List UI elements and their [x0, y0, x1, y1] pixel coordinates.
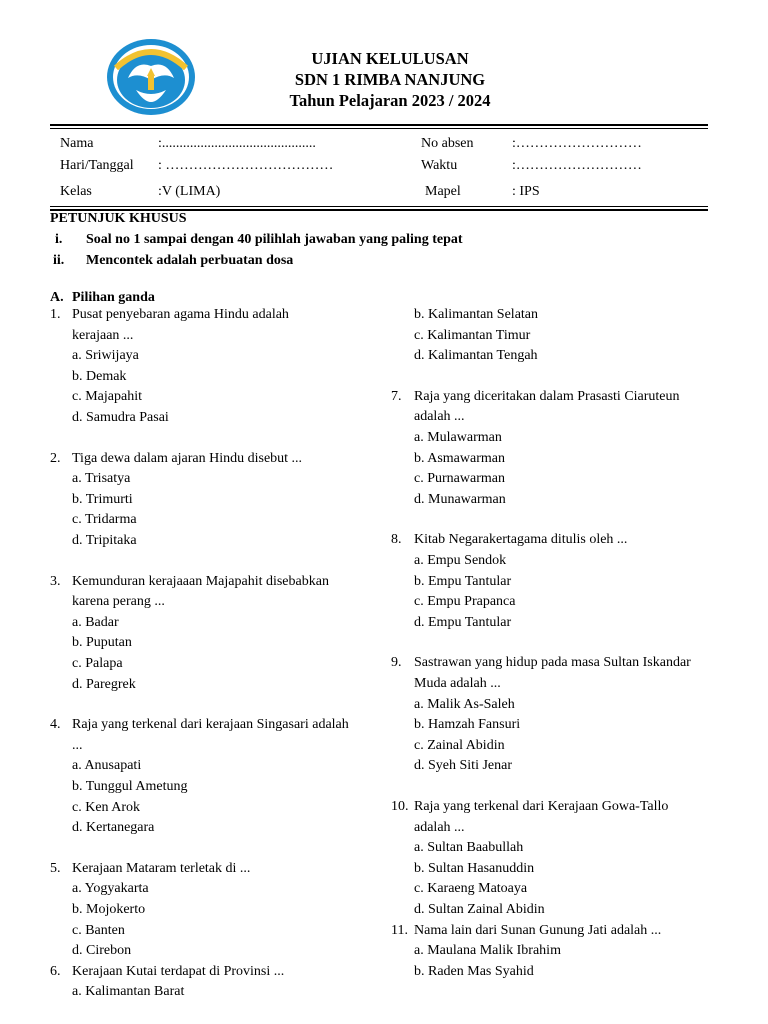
answer-option[interactable]: a. Yogyakarta	[72, 881, 149, 897]
header-rule-top	[50, 124, 708, 126]
nama-label: Nama	[60, 136, 94, 151]
answer-option[interactable]: d. Tripitaka	[72, 533, 137, 548]
answer-option[interactable]: b. Sultan Hasanuddin	[414, 860, 535, 876]
answer-option[interactable]: a. Sultan Baabullah	[414, 840, 524, 856]
question-text: Muda adalah ...	[414, 676, 501, 691]
question-text: Kemunduran kerajaaan Majapahit disebabkan	[72, 573, 329, 589]
answer-option[interactable]: b. Puputan	[72, 635, 132, 651]
exam-title: UJIAN KELULUSAN	[311, 49, 469, 68]
question-number: 11.	[391, 922, 408, 938]
question-text: Kerajaan Mataram terletak di ...	[72, 860, 251, 876]
question-text: Sastrawan yang hidup pada masa Sultan Iskandar	[414, 655, 691, 671]
answer-option[interactable]: d. Sultan Zainal Abidin	[414, 902, 545, 917]
question-number: 6.	[50, 963, 61, 979]
answer-option[interactable]: a. Trisatya	[72, 471, 131, 487]
answer-option[interactable]: d. Cirebon	[72, 943, 132, 959]
no-absen-label: No absen	[421, 136, 474, 151]
question-number: 9.	[391, 655, 402, 671]
answer-option[interactable]: d. Syeh Siti Jenar	[414, 758, 512, 774]
answer-option[interactable]: a. Empu Sendok	[414, 553, 507, 568]
question-text: Nama lain dari Sunan Gunung Jati adalah ...	[414, 922, 662, 938]
answer-option[interactable]: b. Trimurti	[72, 491, 133, 507]
answer-option[interactable]: a. Kalimantan Barat	[72, 984, 185, 1000]
nama-field[interactable]: :............................................	[158, 136, 316, 151]
question-number: 4.	[50, 717, 61, 733]
question-number: 3.	[50, 573, 61, 589]
answer-option[interactable]: a. Anusapati	[72, 758, 142, 774]
instruction-2-text: Mencontek adalah perbuatan dosa	[86, 253, 294, 268]
kelas-label: Kelas	[60, 184, 92, 199]
question-number: 8.	[391, 532, 402, 548]
question-number: 2.	[50, 450, 61, 466]
section-title: Pilihan ganda	[72, 290, 155, 305]
question-text: adalah ...	[414, 409, 465, 425]
question-text: Raja yang terkenal dari Kerajaan Gowa-Tallo	[414, 799, 669, 814]
answer-option[interactable]: c. Ken Arok	[72, 799, 141, 815]
section-letter: A.	[50, 290, 64, 305]
answer-option[interactable]: b. Tunggul Ametung	[72, 779, 188, 794]
answer-option[interactable]: c. Majapahit	[72, 389, 142, 405]
question-text: Tiga dewa dalam ajaran Hindu disebut ...	[72, 450, 303, 466]
answer-option[interactable]: c. Banten	[72, 922, 125, 938]
answer-option[interactable]: b. Asmawarman	[414, 450, 505, 466]
answer-option[interactable]: d. Munawarman	[414, 491, 506, 507]
answer-option[interactable]: b. Hamzah Fansuri	[414, 717, 521, 733]
waktu-label: Waktu	[421, 158, 458, 173]
answer-option[interactable]: b. Mojokerto	[72, 902, 146, 917]
question-number: 10.	[391, 799, 409, 814]
answer-option[interactable]: a. Maulana Malik Ibrahim	[414, 943, 561, 959]
answer-option[interactable]: b. Demak	[72, 368, 127, 384]
answer-option[interactable]: a. Badar	[72, 614, 119, 630]
question-text: Kerajaan Kutai terdapat di Provinsi ...	[72, 963, 285, 979]
answer-option[interactable]: c. Purnawarman	[414, 471, 505, 487]
question-text: ...	[72, 737, 83, 753]
school-name: SDN 1 RIMBA NANJUNG	[294, 70, 486, 89]
question-text: Pusat penyebaran agama Hindu adalah	[72, 307, 289, 322]
answer-option[interactable]: c. Zainal Abidin	[414, 737, 505, 753]
answer-option[interactable]: b. Empu Tantular	[414, 573, 512, 589]
instruction-1-num: i.	[55, 232, 63, 247]
instructions-heading: PETUNJUK KHUSUS	[50, 211, 187, 226]
question-text: Raja yang diceritakan dalam Prasasti Ciaruteun	[414, 388, 680, 404]
answer-option[interactable]: c. Tridarma	[72, 512, 137, 528]
answer-option[interactable]: c. Karaeng Matoaya	[414, 881, 528, 897]
hari-tanggal-field[interactable]: : ………………………………	[158, 158, 334, 173]
question-text: Raja yang terkenal dari kerajaan Singasari adalah	[72, 717, 349, 733]
answer-option[interactable]: a. Sriwijaya	[72, 348, 139, 364]
question-text: kerajaan ...	[72, 327, 134, 343]
answer-option[interactable]: b. Raden Mas Syahid	[414, 963, 534, 979]
header-rule-bottom-thin	[50, 206, 708, 207]
answer-option[interactable]: c. Kalimantan Timur	[414, 327, 531, 343]
answer-option[interactable]: d. Kalimantan Tengah	[414, 348, 538, 364]
mapel-value: : IPS	[512, 184, 540, 199]
question-number: 5.	[50, 860, 61, 876]
instruction-1-text: Soal no 1 sampai dengan 40 pilihlah jawaban yang paling tepat	[86, 232, 463, 247]
waktu-field[interactable]: :………………………	[512, 158, 642, 173]
academic-year: Tahun Pelajaran 2023 / 2024	[289, 91, 491, 110]
instruction-2-num: ii.	[53, 253, 65, 268]
question-number: 1.	[50, 307, 61, 322]
question-text: karena perang ...	[72, 594, 165, 610]
answer-option[interactable]: a. Malik As-Saleh	[414, 696, 515, 712]
question-text: adalah ...	[414, 819, 465, 835]
answer-option[interactable]: a. Mulawarman	[414, 430, 502, 445]
header-rule-top-thin	[50, 128, 708, 129]
no-absen-field[interactable]: :………………………	[512, 136, 642, 151]
tut-wuri-handayani-logo	[106, 38, 196, 116]
hari-tanggal-label: Hari/Tanggal	[60, 158, 134, 173]
answer-option[interactable]: d. Paregrek	[72, 676, 136, 692]
answer-option[interactable]: d. Samudra Pasai	[72, 410, 169, 425]
answer-option[interactable]: c. Palapa	[72, 656, 123, 671]
answer-option[interactable]: b. Kalimantan Selatan	[414, 307, 539, 322]
answer-option[interactable]: d. Empu Tantular	[414, 614, 512, 630]
question-number: 7.	[391, 388, 402, 404]
answer-option[interactable]: c. Empu Prapanca	[414, 594, 516, 610]
kelas-value: :V (LIMA)	[158, 184, 221, 199]
question-text: Kitab Negarakertagama ditulis oleh ...	[414, 532, 628, 548]
mapel-label: Mapel	[425, 184, 461, 199]
answer-option[interactable]: d. Kertanegara	[72, 820, 155, 836]
